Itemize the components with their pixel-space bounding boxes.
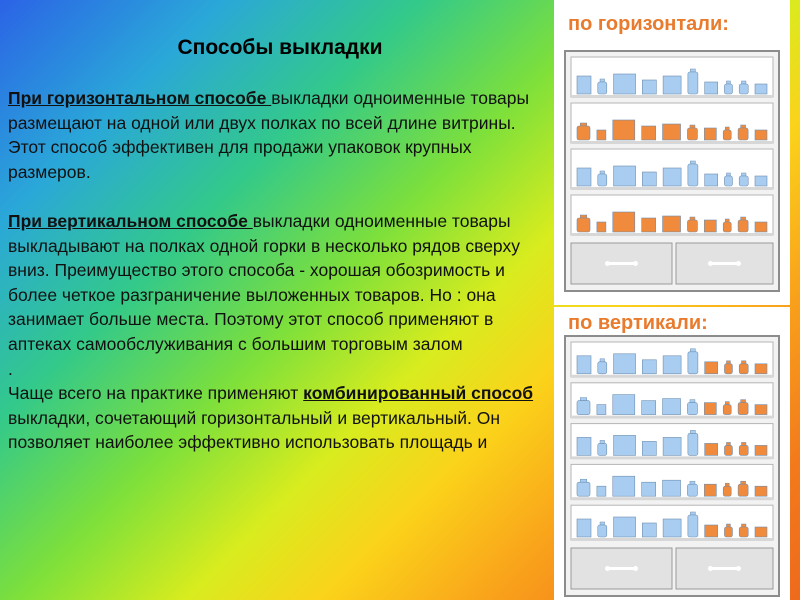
product-cap [690, 161, 695, 164]
product-box [663, 76, 681, 94]
shelf-board [571, 456, 773, 459]
product-box [755, 222, 767, 232]
paragraph-horizontal [8, 86, 554, 184]
product-cap [741, 442, 746, 445]
product-cap [690, 512, 695, 515]
product-box [663, 356, 681, 374]
product-box [663, 480, 681, 496]
product-box [663, 168, 681, 186]
product-cap [580, 215, 587, 218]
horizontal-display-panel [554, 0, 790, 305]
body-text [8, 86, 554, 455]
product-cap [600, 522, 605, 525]
product-box [705, 82, 718, 94]
product-jar [598, 525, 607, 537]
product-jar [723, 222, 731, 232]
product-cap [741, 173, 746, 176]
paragraph-vertical [8, 209, 554, 357]
product-box [577, 76, 591, 94]
product-cap [690, 481, 695, 484]
product-box [755, 364, 767, 374]
product-cap [690, 217, 695, 220]
drawer-knob [605, 261, 610, 266]
product-cap [725, 127, 729, 130]
product-cap [741, 524, 746, 527]
drawer-knob [633, 566, 638, 571]
product-jar [739, 445, 748, 455]
product-jar [577, 126, 590, 140]
product-cap [600, 440, 605, 443]
product-box [614, 517, 636, 537]
product-jar [738, 484, 748, 496]
drawer-handle [608, 262, 636, 265]
product-box [755, 176, 767, 186]
product-box [597, 405, 606, 415]
product-cap [600, 359, 605, 362]
product-jar [724, 527, 732, 537]
text-vertical: выкладки одноименные товары выкладывают на полках одной горки в несколько рядов сверху вниз. Преимущество этого способа - хорошая обозримость и более четкое разграничение выложенных товаров. Но : она занимает больше места. Поэтому этот способ применяют в аптеках самообслуживания с большим торговым залом [8, 210, 520, 354]
product-box [642, 172, 656, 186]
product-box [704, 128, 716, 140]
heading-horizontal: При горизонтальном способе [8, 88, 272, 108]
product-box [705, 362, 718, 374]
product-box [755, 130, 767, 140]
product-box [614, 354, 636, 374]
product-cap [725, 219, 729, 222]
product-box [642, 482, 656, 496]
product-jar [687, 220, 697, 232]
product-jar [577, 401, 590, 415]
product-cap [741, 217, 746, 220]
shelf-board [571, 497, 773, 500]
product-cap [600, 171, 605, 174]
product-jar [687, 403, 697, 415]
product-jar [724, 176, 732, 186]
product-jar [738, 220, 748, 232]
product-box [642, 360, 656, 374]
product-box [577, 519, 591, 537]
dot-line: . [8, 358, 13, 379]
shelf-board [571, 538, 773, 541]
shelf-board [571, 187, 773, 190]
paragraph-combined [8, 381, 554, 455]
product-jar [739, 527, 748, 537]
product-jar [739, 364, 748, 374]
vertical-display-panel [554, 307, 790, 600]
product-box [642, 126, 656, 140]
product-cap [580, 398, 587, 401]
product-box [705, 525, 718, 537]
horizontal-shelf-illustration [564, 50, 780, 292]
product-cap [580, 123, 587, 126]
vertical-shelf-illustration [564, 335, 780, 597]
product-jar [598, 443, 607, 455]
product-box [663, 124, 681, 140]
product-jar [687, 128, 697, 140]
product-box [755, 84, 767, 94]
drawer-handle [608, 567, 636, 570]
horizontal-label: по горизонтали: [568, 13, 729, 35]
product-box [755, 405, 767, 415]
product-box [663, 216, 681, 232]
product-box [614, 166, 636, 186]
product-box [642, 523, 656, 537]
product-box [663, 519, 681, 537]
text-horizontal: выкладки одноименные товары размещают на одной или двух полках по всей длине витрины. Этот способ эффективен для продажи упаковок крупных размеров. [8, 88, 530, 182]
drawer-handle [711, 262, 739, 265]
product-jar [577, 218, 590, 232]
vertical-label: по вертикали: [568, 312, 708, 334]
product-cap [580, 479, 587, 482]
product-box [642, 401, 656, 415]
product-jar [739, 84, 748, 94]
product-jar [577, 482, 590, 496]
product-box [614, 435, 636, 455]
product-cap [690, 69, 695, 72]
shelf-board [571, 233, 773, 236]
drawer-knob [633, 261, 638, 266]
shelf-board [571, 141, 773, 144]
product-cap [690, 125, 695, 128]
heading-combined: комбинированный способ [303, 383, 534, 404]
product-box [613, 120, 635, 140]
product-cap [726, 361, 730, 364]
product-cap [726, 442, 730, 445]
product-box [704, 220, 716, 232]
product-box [597, 222, 606, 232]
product-box [663, 437, 681, 455]
product-cap [741, 400, 746, 403]
text-combined: выкладки, сочетающий горизонтальный и вертикальный. Он позволяет наиболее эффективно использовать площадь и [8, 407, 501, 453]
page-title: Способы выкладки [177, 36, 383, 59]
product-jar [688, 433, 698, 455]
product-cap [600, 79, 605, 82]
product-box [597, 486, 606, 496]
product-cap [726, 81, 730, 84]
product-jar [724, 364, 732, 374]
product-cap [741, 81, 746, 84]
product-box [663, 399, 681, 415]
drawer-handle [711, 567, 739, 570]
product-jar [688, 352, 698, 374]
product-box [597, 130, 606, 140]
product-box [642, 218, 656, 232]
product-box [613, 476, 635, 496]
drawer-knob [736, 261, 741, 266]
product-cap [726, 173, 730, 176]
product-cap [690, 349, 695, 352]
product-jar [723, 486, 731, 496]
product-box [577, 168, 591, 186]
product-jar [738, 128, 748, 140]
product-jar [723, 130, 731, 140]
product-box [614, 74, 636, 94]
drawer-knob [736, 566, 741, 571]
product-box [613, 212, 635, 232]
product-jar [598, 362, 607, 374]
product-jar [688, 515, 698, 537]
product-box [642, 80, 656, 94]
product-cap [726, 524, 730, 527]
product-box [755, 486, 767, 496]
product-box [755, 527, 767, 537]
shelf-board [571, 416, 773, 419]
product-cap [690, 400, 695, 403]
product-box [704, 484, 716, 496]
product-jar [724, 445, 732, 455]
text-combined-intro: Чаще всего на практике применяют [8, 383, 304, 404]
product-box [755, 445, 767, 455]
product-jar [688, 72, 698, 94]
product-cap [741, 125, 746, 128]
product-jar [598, 82, 607, 94]
shelf-board [571, 375, 773, 378]
product-box [577, 356, 591, 374]
product-jar [739, 176, 748, 186]
product-box [642, 441, 656, 455]
drawer-knob [708, 566, 713, 571]
product-cap [725, 402, 729, 405]
product-jar [598, 174, 607, 186]
product-jar [724, 84, 732, 94]
product-cap [725, 483, 729, 486]
product-jar [687, 484, 697, 496]
product-box [705, 174, 718, 186]
product-jar [723, 405, 731, 415]
drawer-knob [605, 566, 610, 571]
product-cap [690, 430, 695, 433]
shelf-board [571, 95, 773, 98]
product-box [613, 395, 635, 415]
drawer-knob [708, 261, 713, 266]
product-box [704, 403, 716, 415]
product-jar [688, 164, 698, 186]
product-box [705, 443, 718, 455]
product-box [577, 437, 591, 455]
product-jar [738, 403, 748, 415]
heading-vertical: При вертикальном способе [8, 210, 253, 231]
product-cap [741, 481, 746, 484]
product-cap [741, 361, 746, 364]
